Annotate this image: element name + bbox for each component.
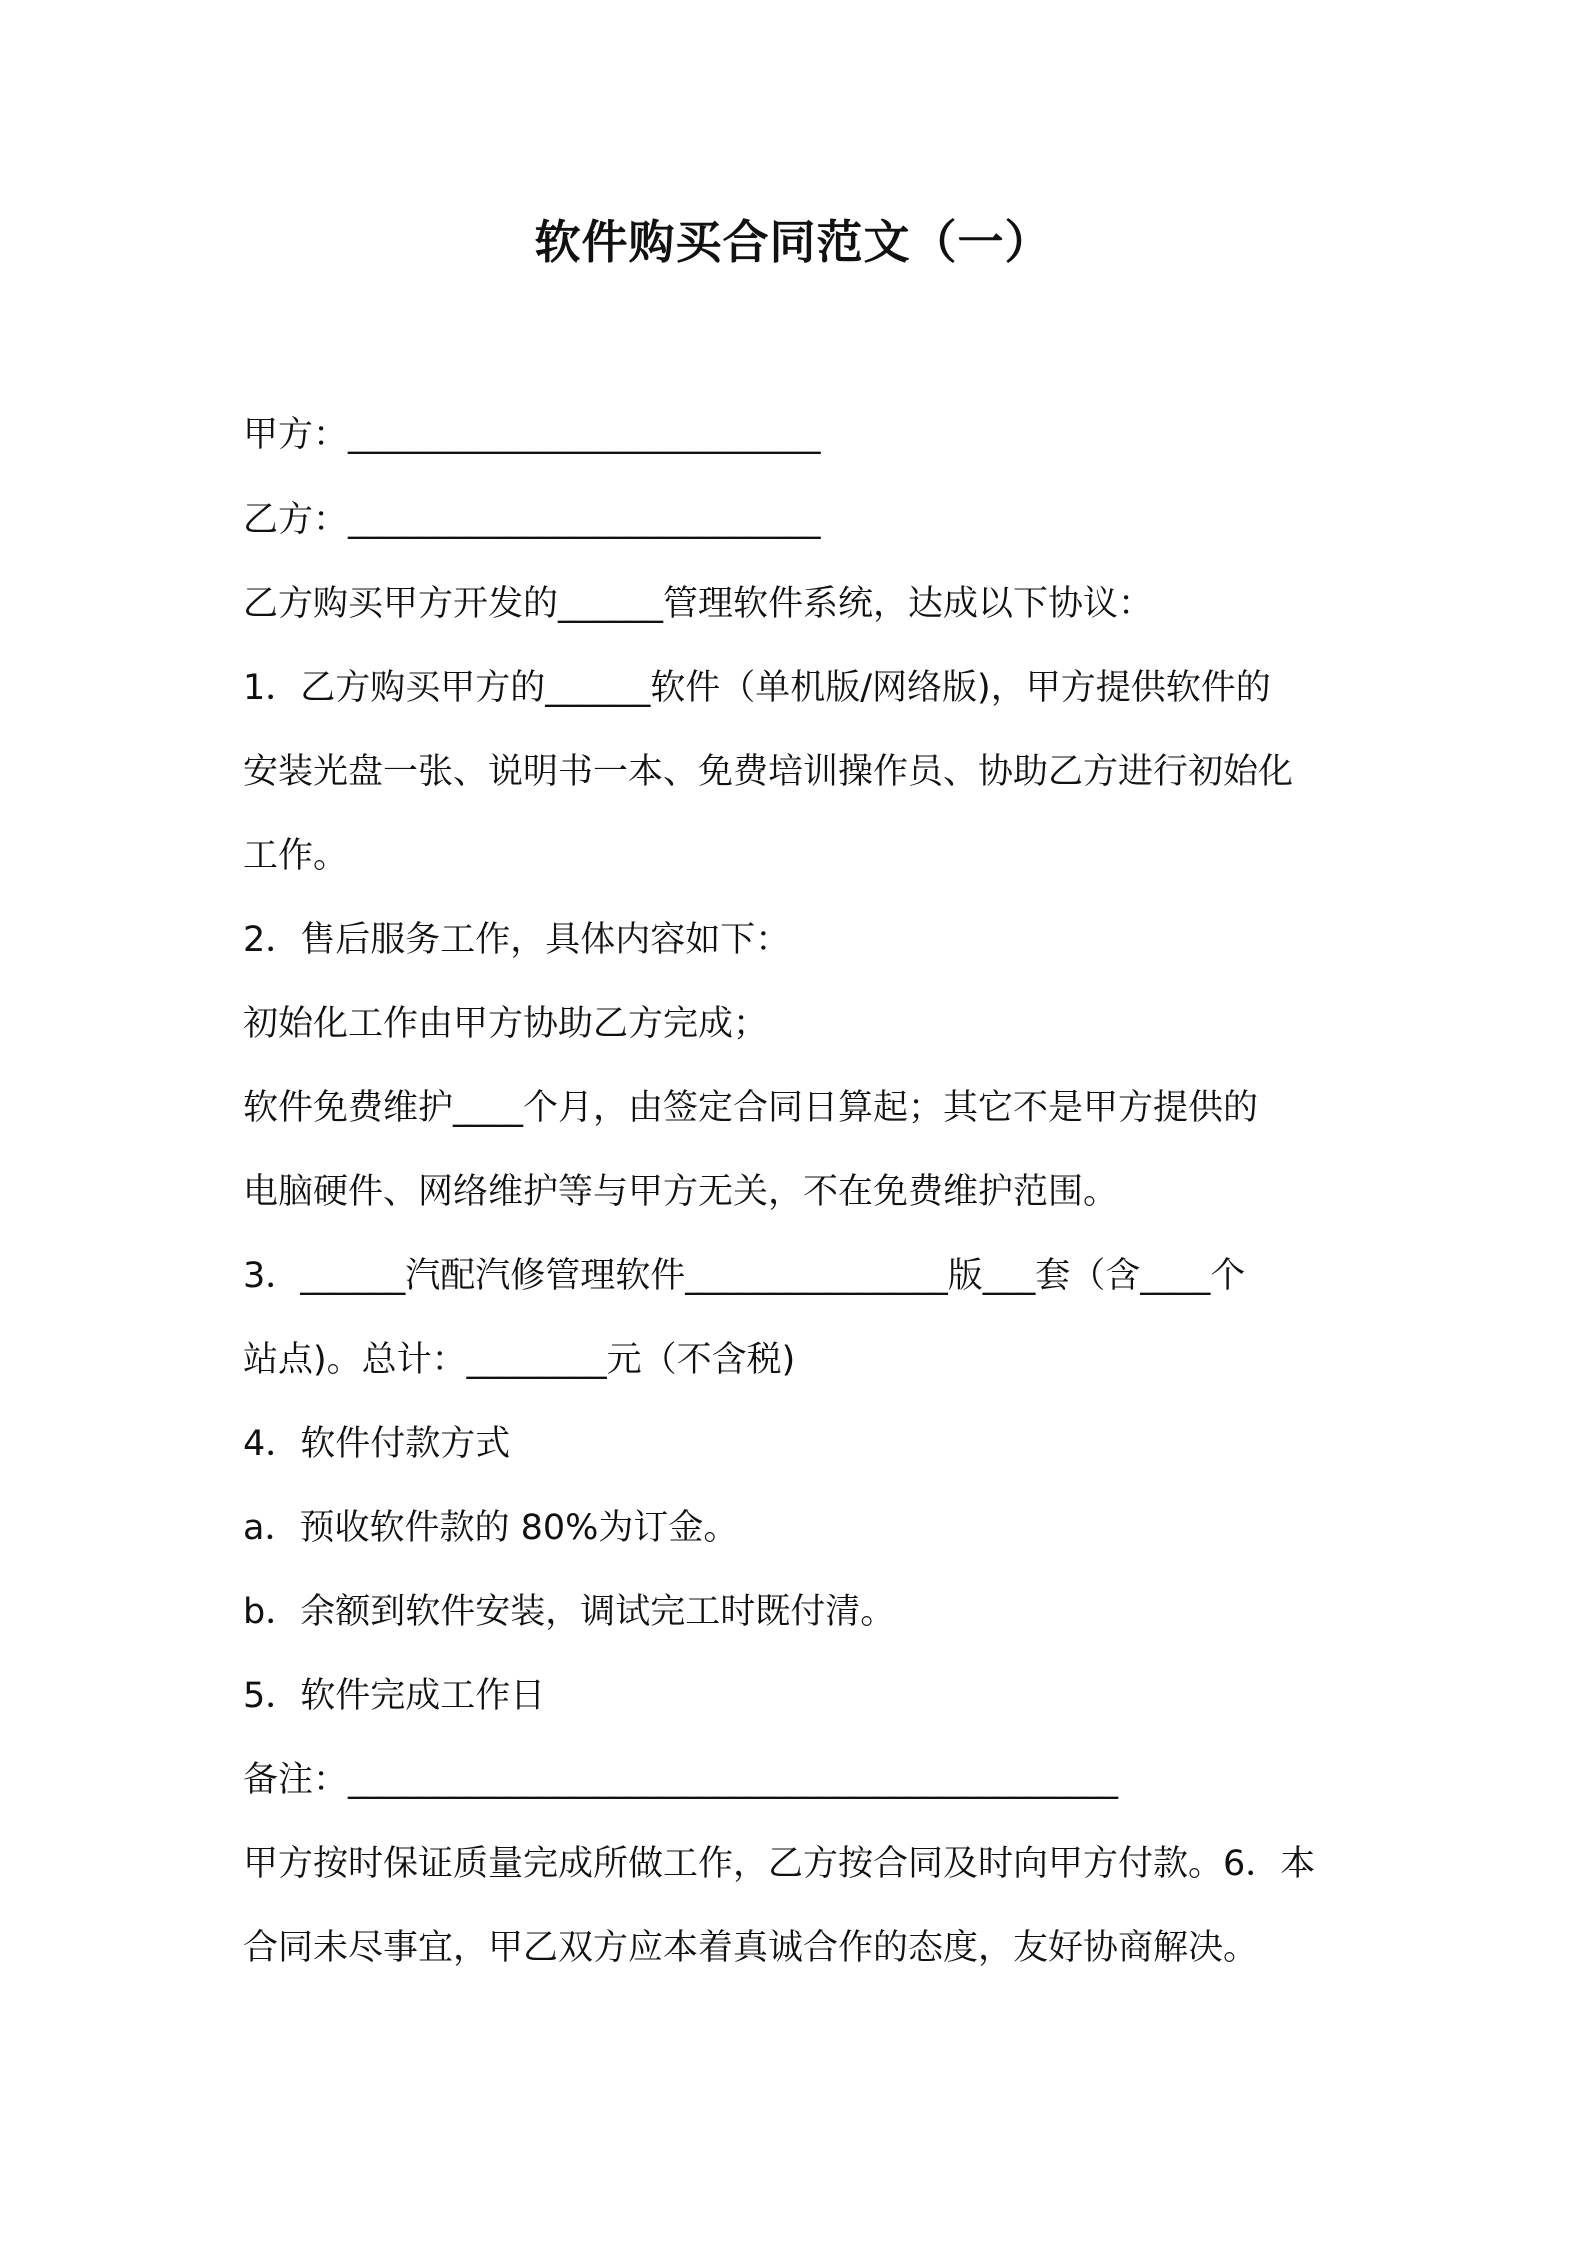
party-b-line: 乙方：___________________________ (243, 500, 821, 540)
closing-line-1: 甲方按时保证质量完成所做工作，乙方按合同及时向甲方付款。6．本 (243, 1844, 1316, 1884)
clause-2-item-2-line-1: 软件免费维护____个月，由签定合同日算起；其它不是甲方提供的 (243, 1088, 1259, 1128)
clause-1-line-3: 工作。 (243, 836, 349, 876)
clause-1-line-2: 安装光盘一张、说明书一本、免费培训操作员、协助乙方进行初始化 (243, 752, 1294, 792)
clause-5-heading: 5．软件完成工作日 (243, 1676, 546, 1716)
clause-4-item-b: b．余额到软件安装，调试完工时既付清。 (243, 1592, 896, 1632)
clause-2-heading: 2．售后服务工作，具体内容如下： (243, 920, 791, 960)
clause-4-item-a: a．预收软件款的 80%为订金。 (243, 1508, 739, 1548)
party-a-line: 甲方：___________________________ (243, 415, 821, 455)
clause-2-item-1: 初始化工作由甲方协助乙方完成； (243, 1004, 769, 1044)
clause-3-line-2: 站点)。总计：________元（不含税) (243, 1340, 796, 1380)
document-title: 软件购买合同范文（一） (534, 215, 1052, 269)
clause-3-line-1: 3．______汽配汽修管理软件_______________版___套（含____个 (243, 1256, 1246, 1296)
remarks-line: 备注：____________________________________________ (243, 1760, 1119, 1800)
agreement-intro: 乙方购买甲方开发的______管理软件系统，达成以下协议： (243, 584, 1154, 624)
clause-1-line-1: 1．乙方购买甲方的______软件（单机版/网络版)，甲方提供软件的 (243, 668, 1271, 708)
clause-2-item-2-line-2: 电脑硬件、网络维护等与甲方无关，不在免费维护范围。 (243, 1172, 1119, 1212)
clause-4-heading: 4．软件付款方式 (243, 1424, 511, 1464)
closing-line-2: 合同未尽事宜，甲乙双方应本着真诚合作的态度，友好协商解决。 (243, 1928, 1259, 1968)
